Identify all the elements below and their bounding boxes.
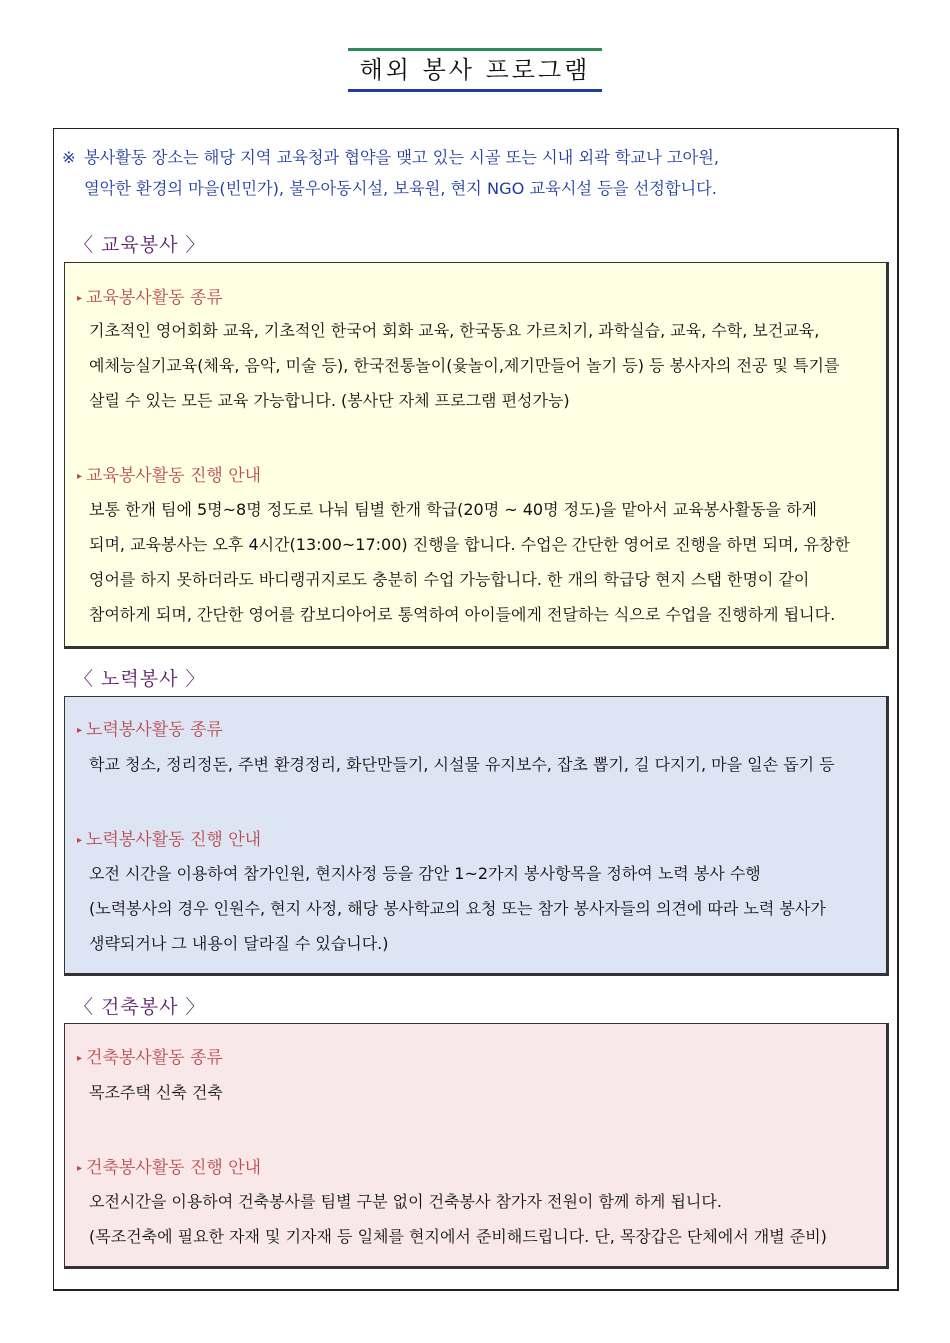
venue-note xyxy=(62,142,882,204)
text-line: 참여하게 되며, 간단한 영어를 캄보디아어로 통역하여 아이들에게 전달하는 식으로 수업을 진행하게 됩니다. xyxy=(89,605,836,624)
building-guide-text xyxy=(89,1184,879,1254)
bullet-triangle-icon: ▸ xyxy=(77,1053,83,1064)
bullet-triangle-icon: ▸ xyxy=(77,471,83,482)
note-line-2: 열악한 환경의 마을(빈민가), 불우아동시설, 보육원, 현지 NGO 교육시설 등을 선정합니다. xyxy=(84,179,717,198)
section-heading-labor: 〈 노력봉사 〉 xyxy=(74,668,206,690)
labor-guide-text xyxy=(89,856,879,961)
bullet-triangle-icon: ▸ xyxy=(77,293,83,304)
text-line: 목조주택 신축 건축 xyxy=(89,1083,223,1102)
building-types-title: ▸ 건축봉사활동 종류 xyxy=(77,1048,223,1068)
text-line: 학교 청소, 정리정돈, 주변 환경정리, 화단만들기, 시설물 유지보수, 잡초 뽑기, 길 다지기, 마을 일손 돕기 등 xyxy=(89,755,835,774)
note-line-1: 봉사활동 장소는 해당 지역 교육청과 협약을 맺고 있는 시골 또는 시내 외곽 학교나 고아원, xyxy=(84,148,719,167)
education-guide-text xyxy=(89,492,879,632)
bullet-triangle-icon: ▸ xyxy=(77,1163,83,1174)
education-box xyxy=(64,262,889,649)
bullet-triangle-icon: ▸ xyxy=(77,835,83,846)
page-title: 해외 봉사 프로그램 xyxy=(359,56,591,84)
text-line: 생략되거나 그 내용이 달라질 수 있습니다.) xyxy=(89,934,389,953)
education-types-text xyxy=(89,313,879,418)
education-guide-title: ▸ 교육봉사활동 진행 안내 xyxy=(77,466,262,486)
education-types-title: ▸ 교육봉사활동 종류 xyxy=(77,288,223,308)
text-line: 살릴 수 있는 모든 교육 가능합니다. (봉사단 자체 프로그램 편성가능) xyxy=(89,391,570,410)
section-heading-building: 〈 건축봉사 〉 xyxy=(74,996,206,1018)
reference-mark-icon: ※ xyxy=(62,148,76,167)
text-line: (목조건축에 필요한 자재 및 기자재 등 일체를 현지에서 준비해드립니다. 단, 목장갑은 단체에서 개별 준비) xyxy=(89,1227,827,1246)
text-line: 예체능실기교육(체육, 음악, 미술 등), 한국전통놀이(윷놀이,제기만들어 놀기 등) 등 봉사자의 전공 및 특기를 xyxy=(89,356,840,375)
labor-box xyxy=(64,696,889,976)
text-line: 기초적인 영어회화 교육, 기초적인 한국어 회화 교육, 한국동요 가르치기, 과학실습, 교육, 수학, 보건교육, xyxy=(89,321,820,340)
bullet-triangle-icon: ▸ xyxy=(77,725,83,736)
text-line: 되며, 교육봉사는 오후 4시간(13:00~17:00) 진행을 합니다. 수업은 간단한 영어로 진행을 하면 되며, 유창한 xyxy=(89,535,850,554)
text-line: 보통 한개 팀에 5명~8명 정도로 나눠 팀별 한개 학급(20명 ~ 40명 정도)을 맡아서 교육봉사활동을 하게 xyxy=(89,500,817,519)
labor-guide-title: ▸ 노력봉사활동 진행 안내 xyxy=(77,830,262,850)
text-line: (노력봉사의 경우 인원수, 현지 사정, 해당 봉사학교의 요청 또는 참가 봉사자들의 의견에 따라 노력 봉사가 xyxy=(89,899,826,918)
text-line: 영어를 하지 못하더라도 바디랭귀지로도 충분히 수업 가능합니다. 한 개의 학급당 현지 스탭 한명이 같이 xyxy=(89,570,810,589)
text-line: 오전 시간을 이용하여 참가인원, 현지사정 등을 감안 1~2가지 봉사항목을 정하여 노력 봉사 수행 xyxy=(89,864,761,883)
text-line: 오전시간을 이용하여 건축봉사를 팀별 구분 없이 건축봉사 참가자 전원이 함께 하게 됩니다. xyxy=(89,1192,722,1211)
page-title-frame xyxy=(348,48,602,92)
building-types-text xyxy=(89,1075,879,1110)
labor-types-text xyxy=(89,747,879,782)
building-guide-title: ▸ 건축봉사활동 진행 안내 xyxy=(77,1158,262,1178)
labor-types-title: ▸ 노력봉사활동 종류 xyxy=(77,720,223,740)
section-heading-education: 〈 교육봉사 〉 xyxy=(74,234,206,256)
building-box xyxy=(64,1023,889,1269)
